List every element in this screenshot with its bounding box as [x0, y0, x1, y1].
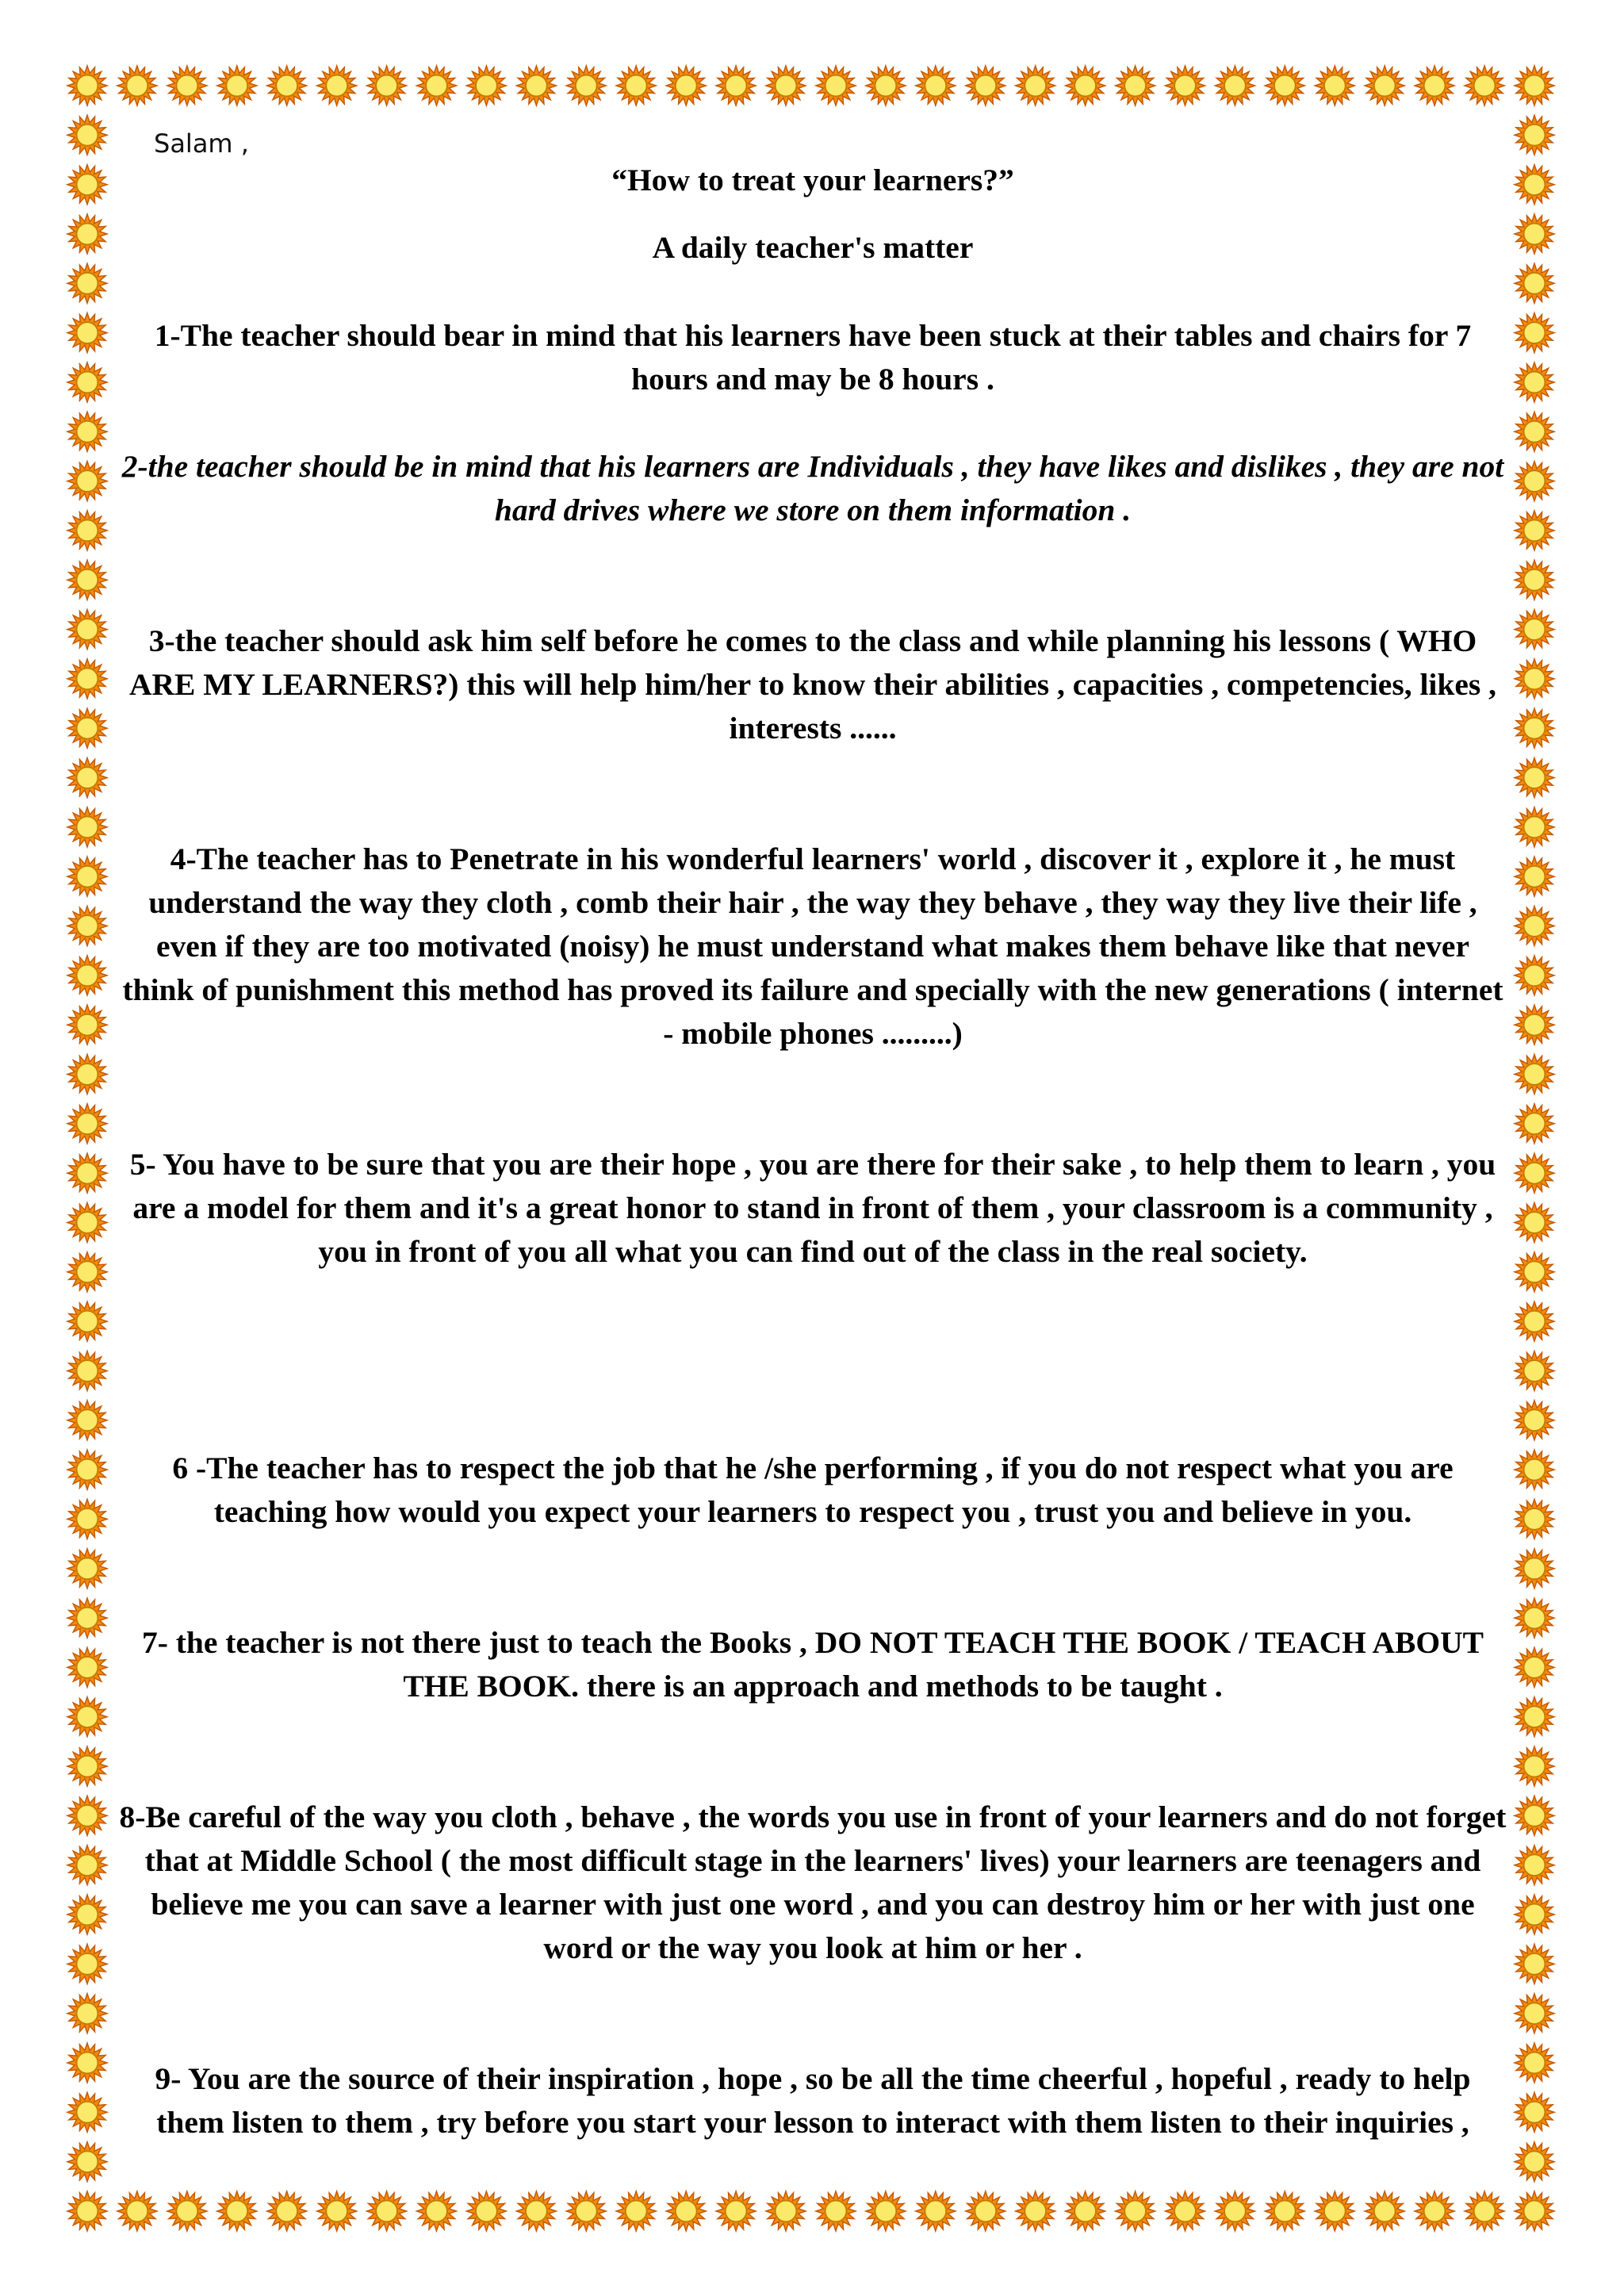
- sun-icon: [1515, 1499, 1554, 1539]
- sun-icon: [1415, 2191, 1454, 2231]
- sun-icon: [67, 807, 107, 847]
- sun-icon: [1515, 1203, 1554, 1243]
- sun-icon: [1515, 263, 1554, 303]
- sun-icon: [1515, 1005, 1554, 1045]
- sun-icon: [1265, 2191, 1304, 2231]
- sun-icon: [1116, 2191, 1155, 2231]
- sun-icon: [1515, 1846, 1554, 1885]
- sun-icon: [916, 66, 956, 105]
- greeting-text: Salam ,: [154, 128, 249, 159]
- sun-icon: [766, 66, 806, 105]
- sun-icon: [67, 1994, 107, 2033]
- sun-icon: [167, 66, 207, 105]
- sun-icon: [1016, 66, 1055, 105]
- sun-icon: [1515, 1301, 1554, 1341]
- sun-icon: [466, 2191, 506, 2231]
- sun-icon: [1515, 2142, 1554, 2182]
- sun-icon: [267, 66, 307, 105]
- sun-icon: [67, 1944, 107, 1984]
- sun-icon: [367, 66, 407, 105]
- sun-icon: [1515, 560, 1554, 600]
- sun-icon: [716, 66, 756, 105]
- paragraph-5: 5- You have to be sure that you are their hope , you are there for their sake , to help them to learn , you are a model for them and it's a great honor to stand in front of them , your classroom is a community , you in front of you all what you can find out of the class in the real society.: [129, 1147, 1496, 1269]
- sun-icon: [1515, 758, 1554, 798]
- sun-icon: [866, 2191, 906, 2231]
- sun-icon: [67, 1598, 107, 1638]
- sun-icon: [1515, 1697, 1554, 1737]
- sun-icon: [67, 708, 107, 748]
- sun-icon: [267, 2191, 307, 2231]
- sun-icon: [916, 2191, 956, 2231]
- sun-icon: [117, 66, 157, 105]
- sun-icon: [67, 2092, 107, 2132]
- sun-icon: [1515, 907, 1554, 946]
- sun-icon: [217, 2191, 257, 2231]
- sun-icon: [67, 115, 107, 155]
- sun-icon: [1515, 857, 1554, 896]
- sun-icon: [67, 362, 107, 402]
- sun-icon: [67, 1055, 107, 1094]
- sun-icon: [67, 2191, 107, 2231]
- sun-icon: [1215, 2191, 1254, 2231]
- sun-icon: [666, 2191, 706, 2231]
- sun-icon: [1066, 66, 1105, 105]
- sun-icon: [67, 1746, 107, 1786]
- sun-icon: [1515, 956, 1554, 995]
- paragraph-2: 2-the teacher should be in mind that his learners are Individuals , they have likes and dislikes , they are not hard drives where we store on them information .: [121, 449, 1504, 527]
- sun-icon: [67, 610, 107, 650]
- sun-icon: [816, 2191, 856, 2231]
- sun-icon: [67, 659, 107, 699]
- sun-icon: [67, 1301, 107, 1341]
- sun-icon: [966, 2191, 1005, 2231]
- sun-icon: [1515, 1401, 1554, 1440]
- sun-icon: [67, 66, 107, 105]
- sun-icon: [67, 1549, 107, 1589]
- sun-icon: [67, 1450, 107, 1489]
- sun-icon: [1515, 1153, 1554, 1193]
- sun-icon: [67, 462, 107, 501]
- sun-icon: [1515, 511, 1554, 550]
- sun-icon: [1415, 66, 1454, 105]
- sun-icon: [67, 1499, 107, 1539]
- sun-icon: [417, 2191, 457, 2231]
- sun-icon: [1515, 1104, 1554, 1144]
- sun-icon: [67, 313, 107, 353]
- sun-icon: [1515, 708, 1554, 748]
- sun-icon: [67, 1252, 107, 1292]
- sun-icon: [1515, 1598, 1554, 1638]
- paragraph-7: 7- the teacher is not there just to teach the Books , DO NOT TEACH THE BOOK / TEACH ABOUT THE BOOK. there is an approach and methods to be taught .: [141, 1625, 1484, 1704]
- sun-icon: [616, 2191, 656, 2231]
- sun-icon: [1515, 462, 1554, 501]
- sun-icon: [1116, 66, 1155, 105]
- sun-icon: [417, 66, 457, 105]
- sun-icon: [67, 511, 107, 550]
- sun-icon: [67, 1351, 107, 1391]
- sun-icon: [866, 66, 906, 105]
- sun-icon: [1515, 412, 1554, 451]
- sun-icon: [1465, 66, 1504, 105]
- sun-icon: [1365, 66, 1404, 105]
- sun-icon: [67, 1647, 107, 1687]
- sun-icon: [67, 560, 107, 600]
- document-body: [119, 159, 1507, 2145]
- sun-icon: [1515, 1647, 1554, 1687]
- sun-icon: [566, 2191, 606, 2231]
- sun-icon: [167, 2191, 207, 2231]
- sun-icon: [117, 2191, 157, 2231]
- sun-icon: [67, 907, 107, 946]
- sun-icon: [67, 2142, 107, 2182]
- sun-icon: [67, 956, 107, 995]
- sun-icon: [67, 1005, 107, 1045]
- sun-icon: [67, 1203, 107, 1243]
- sun-icon: [566, 66, 606, 105]
- paragraph-6: 6 -The teacher has to respect the job that he /she performing , if you do not respect what you are teaching how would you expect your learners to respect you , trust you and believe in you.: [172, 1451, 1454, 1529]
- sun-icon: [1515, 2092, 1554, 2132]
- sun-icon: [1515, 362, 1554, 402]
- paragraph-9: 9- You are the source of their inspiration , hope , so be all the time cheerful , hopeful , ready to help them listen to them , try before you start your lesson to interact with them listen to their inquiries ,: [155, 2061, 1471, 2140]
- sun-icon: [1515, 1252, 1554, 1292]
- sun-icon: [616, 66, 656, 105]
- sun-icon: [1315, 66, 1354, 105]
- sun-icon: [1515, 165, 1554, 205]
- sun-icon: [1215, 66, 1254, 105]
- paragraph-8: 8-Be careful of the way you cloth , behave , the words you use in front of your learners and do not forget that at Middle School ( the most difficult stage in the learners' lives) your learners are teenagers and believe me you can save a learner with just one word , and you can destroy him or her with just one word or the way you look at him or her .: [119, 1800, 1507, 1965]
- sun-icon: [67, 1104, 107, 1144]
- sun-icon: [1515, 1351, 1554, 1391]
- document-subtitle: A daily teacher's matter: [652, 230, 974, 265]
- sun-icon: [1515, 2043, 1554, 2083]
- sun-icon: [1515, 659, 1554, 699]
- sun-icon: [1515, 1944, 1554, 1984]
- sun-icon: [1515, 1746, 1554, 1786]
- sun-icon: [67, 1895, 107, 1934]
- sun-icon: [666, 66, 706, 105]
- sun-icon: [67, 1153, 107, 1193]
- sun-icon: [367, 2191, 407, 2231]
- sun-icon: [317, 2191, 357, 2231]
- sun-icon: [1166, 66, 1205, 105]
- sun-icon: [466, 66, 506, 105]
- sun-icon: [1515, 1796, 1554, 1835]
- sun-icon: [67, 1796, 107, 1835]
- sun-icon: [67, 214, 107, 254]
- sun-icon: [1515, 1549, 1554, 1589]
- sun-icon: [516, 66, 556, 105]
- sun-icon: [217, 66, 257, 105]
- sun-icon: [67, 1401, 107, 1440]
- sun-icon: [67, 857, 107, 896]
- sun-icon: [1515, 1450, 1554, 1489]
- sun-icon: [1166, 2191, 1205, 2231]
- sun-icon: [816, 66, 856, 105]
- sun-icon: [67, 2043, 107, 2083]
- sun-icon: [317, 66, 357, 105]
- sun-icon: [516, 2191, 556, 2231]
- sun-icon: [1515, 1055, 1554, 1094]
- sun-icon: [716, 2191, 756, 2231]
- sun-icon: [1515, 313, 1554, 353]
- paragraph-4: 4-The teacher has to Penetrate in his wonderful learners' world , discover it , explore it , he must understand the way they cloth , comb their hair , the way they behave , they way they live their life , even if they are too motivated (noisy) he must understand what makes them behave like that never think of punishment this method has proved its failure and specially with the new generations ( internet - mobile phones .........): [122, 841, 1503, 1051]
- sun-icon: [67, 412, 107, 451]
- sun-icon: [1016, 2191, 1055, 2231]
- sun-icon: [67, 1697, 107, 1737]
- sun-icon: [67, 758, 107, 798]
- sun-icon: [1515, 1895, 1554, 1934]
- sun-icon: [966, 66, 1005, 105]
- sun-icon: [1515, 1994, 1554, 2033]
- sun-icon: [1066, 2191, 1105, 2231]
- sun-icon: [1365, 2191, 1404, 2231]
- sun-icon: [1515, 807, 1554, 847]
- sun-icon: [1265, 66, 1304, 105]
- document-title: “How to treat your learners?”: [611, 163, 1014, 197]
- sun-icon: [67, 263, 107, 303]
- sun-icon: [67, 165, 107, 205]
- sun-icon: [1515, 610, 1554, 650]
- sun-icon: [1515, 115, 1554, 155]
- sun-icon: [766, 2191, 806, 2231]
- sun-icon: [1315, 2191, 1354, 2231]
- paragraph-1: 1-The teacher should bear in mind that his learners have been stuck at their tables and chairs for 7 hours and may be 8 hours .: [154, 318, 1472, 397]
- sun-icon: [67, 1846, 107, 1885]
- sun-icon: [1515, 66, 1554, 105]
- paragraph-3: 3-the teacher should ask him self before he comes to the class and while planning his lessons ( WHO ARE MY LEARNERS?) this will help him/her to know their abilities , capacities , competencies, likes , interests ......: [128, 623, 1497, 746]
- sun-icon: [1465, 2191, 1504, 2231]
- sun-icon: [1515, 214, 1554, 254]
- sun-icon: [1515, 2191, 1554, 2231]
